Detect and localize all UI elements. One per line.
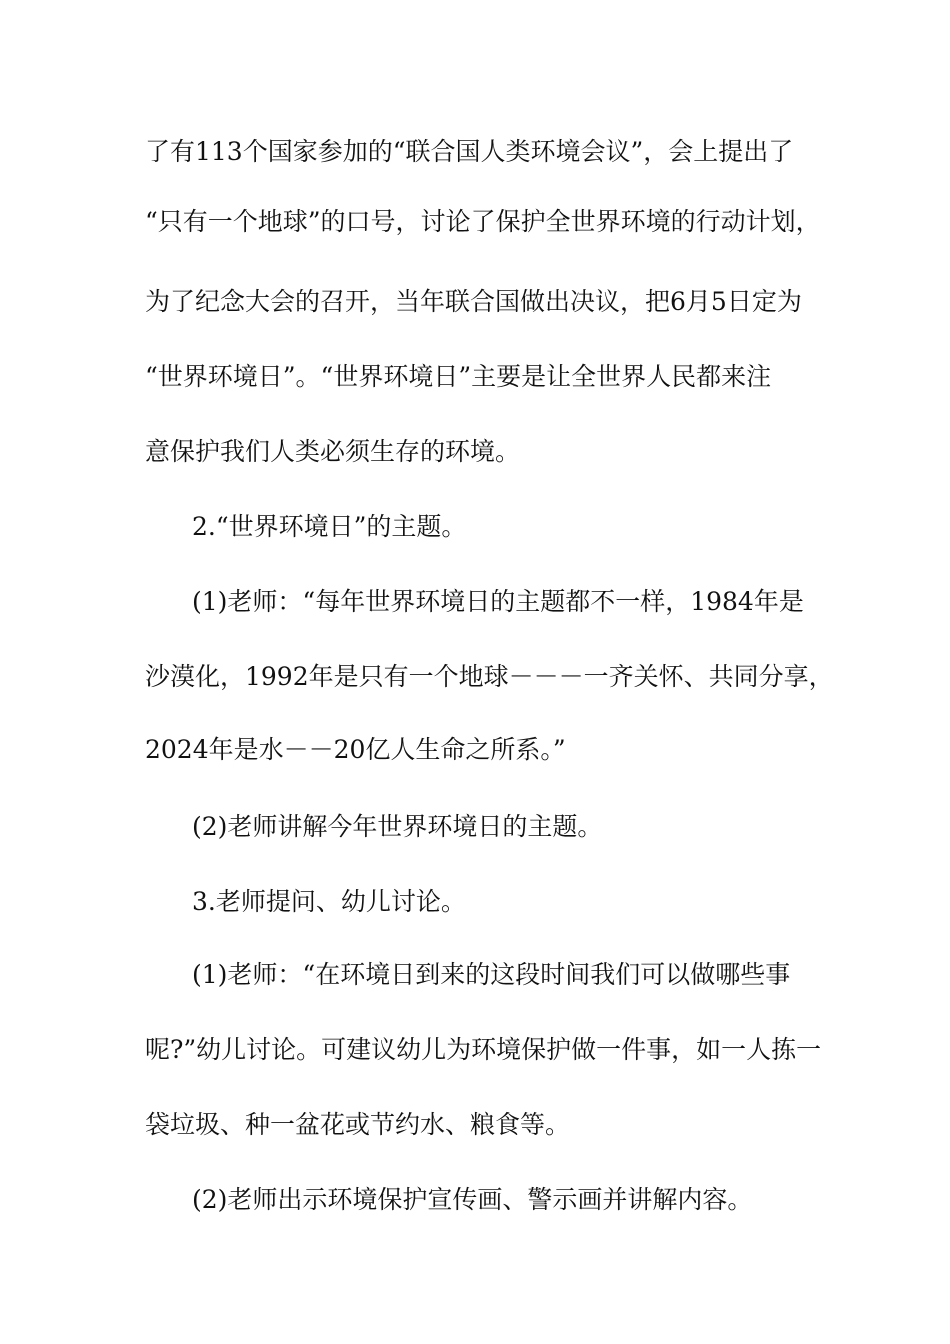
text-line: (2)老师出示环境保护宣传画、警示画并讲解内容。 bbox=[192, 1185, 753, 1214]
text-line: (1)老师：“每年世界环境日的主题都不一样，1984年是 bbox=[192, 587, 804, 616]
text-line: 了有113个国家参加的“联合国人类环境会议”，会上提出了 bbox=[145, 137, 794, 166]
section-heading: 3.老师提问、幼儿讨论。 bbox=[192, 887, 466, 916]
text-line: 沙漠化，1992年是只有一个地球－－－一齐关怀、共同分享， bbox=[145, 662, 834, 691]
text-line: “世界环境日”。“世界环境日”主要是让全世界人民都来注 bbox=[145, 362, 772, 391]
text-line: 意保护我们人类必须生存的环境。 bbox=[145, 437, 521, 466]
text-line: 呢?”幼儿讨论。可建议幼儿为环境保护做一件事，如一人拣一 bbox=[145, 1035, 822, 1064]
text-line: 为了纪念大会的召开，当年联合国做出决议，把6月5日定为 bbox=[145, 287, 802, 316]
text-line: “只有一个地球”的口号，讨论了保护全世界环境的行动计划， bbox=[145, 207, 821, 236]
text-line: 2024年是水－－20亿人生命之所系。” bbox=[145, 735, 566, 764]
text-line: 袋垃圾、种一盆花或节约水、粮食等。 bbox=[145, 1110, 571, 1139]
text-line: (1)老师：“在环境日到来的这段时间我们可以做哪些事 bbox=[192, 960, 791, 989]
text-line: (2)老师讲解今年世界环境日的主题。 bbox=[192, 812, 603, 841]
section-heading: 2.“世界环境日”的主题。 bbox=[192, 512, 467, 541]
